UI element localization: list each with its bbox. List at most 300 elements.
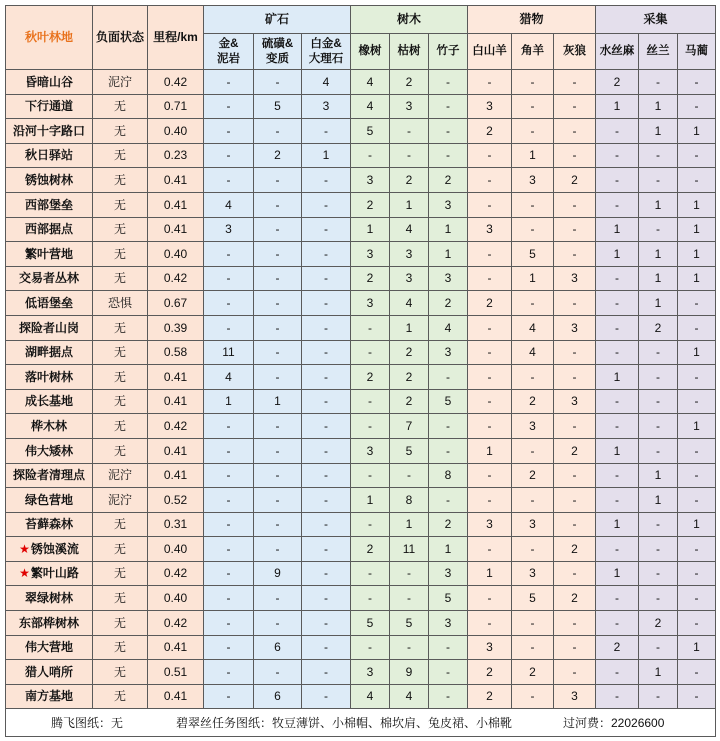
location-name: 沿河十字路口 — [12, 123, 85, 138]
prey-count-white-goat: 3 — [468, 217, 512, 242]
ore-count-gold-mudstone: - — [204, 586, 254, 611]
gather-count-water-flax: 1 — [596, 94, 639, 119]
prey-count-horned-goat: - — [512, 217, 554, 242]
table-row — [6, 119, 716, 144]
location-name: 探险者山岗 — [18, 320, 79, 335]
prey-count-gray-wolf: 3 — [554, 684, 596, 709]
prey-count-white-goat: 2 — [468, 660, 512, 685]
trees-count-dead-tree: 1 — [390, 192, 429, 217]
trees-count-bamboo: - — [429, 70, 468, 95]
gather-count-yucca: - — [639, 340, 678, 365]
gather-count-yucca: 1 — [639, 242, 678, 267]
location-cell — [6, 586, 93, 611]
location-name: 昏暗山谷 — [24, 74, 73, 89]
column-header-iris: 马蔺 — [678, 34, 716, 70]
prey-count-gray-wolf: - — [554, 635, 596, 660]
trees-count-oak: - — [351, 463, 390, 488]
column-header-horned-goat: 角羊 — [512, 34, 554, 70]
table-row — [6, 143, 716, 168]
gather-count-iris: - — [678, 537, 716, 562]
prey-count-horned-goat: 2 — [512, 389, 554, 414]
ore-count-platinum-marble: - — [302, 192, 351, 217]
trees-count-bamboo: - — [429, 438, 468, 463]
location-cell — [6, 266, 93, 291]
table-row — [6, 266, 716, 291]
header-negative-status: 负面状态 — [93, 6, 148, 70]
location-cell — [6, 242, 93, 267]
gather-count-iris: 1 — [678, 192, 716, 217]
gather-count-yucca: 1 — [639, 463, 678, 488]
negative-status: 无 — [93, 586, 148, 611]
ore-count-gold-mudstone: - — [204, 315, 254, 340]
gather-count-iris: - — [678, 70, 716, 95]
star-icon: ★ — [19, 566, 30, 581]
ore-count-sulfur-metamorphic: - — [254, 168, 302, 193]
gather-count-iris: - — [678, 389, 716, 414]
ore-count-gold-mudstone: 11 — [204, 340, 254, 365]
gather-count-yucca: - — [639, 414, 678, 439]
negative-status: 无 — [93, 684, 148, 709]
trees-count-oak: - — [351, 586, 390, 611]
gather-count-yucca: - — [639, 586, 678, 611]
table-row — [6, 438, 716, 463]
prey-count-gray-wolf: - — [554, 143, 596, 168]
prey-count-horned-goat: - — [512, 684, 554, 709]
negative-status: 无 — [93, 266, 148, 291]
prey-count-horned-goat: - — [512, 537, 554, 562]
prey-count-horned-goat: 2 — [512, 660, 554, 685]
trees-count-bamboo: 3 — [429, 561, 468, 586]
gather-count-water-flax: - — [596, 463, 639, 488]
location-cell — [6, 291, 93, 316]
distance-value: 0.31 — [148, 512, 204, 537]
gather-count-iris: 1 — [678, 217, 716, 242]
trees-count-dead-tree: 11 — [390, 537, 429, 562]
distance-value: 0.40 — [148, 119, 204, 144]
trees-count-dead-tree: 5 — [390, 611, 429, 636]
trees-count-oak: - — [351, 389, 390, 414]
prey-count-white-goat: - — [468, 586, 512, 611]
gather-count-iris: 1 — [678, 414, 716, 439]
negative-status: 无 — [93, 438, 148, 463]
prey-count-white-goat: - — [468, 315, 512, 340]
trees-count-oak: 1 — [351, 217, 390, 242]
gather-count-water-flax: - — [596, 537, 639, 562]
prey-count-horned-goat: - — [512, 635, 554, 660]
trees-count-oak: 5 — [351, 611, 390, 636]
ore-count-sulfur-metamorphic: 6 — [254, 635, 302, 660]
trees-count-dead-tree: 4 — [390, 291, 429, 316]
location-name: 湖畔据点 — [24, 345, 73, 360]
distance-value: 0.39 — [148, 315, 204, 340]
ore-count-gold-mudstone: - — [204, 291, 254, 316]
location-cell — [6, 192, 93, 217]
ore-count-sulfur-metamorphic: 5 — [254, 94, 302, 119]
column-header-gold-mudstone: 金& 泥岩 — [204, 34, 254, 70]
ore-count-sulfur-metamorphic: - — [254, 537, 302, 562]
prey-count-white-goat: - — [468, 414, 512, 439]
footer-notes — [6, 709, 715, 736]
distance-value: 0.40 — [148, 537, 204, 562]
trees-count-dead-tree: 8 — [390, 488, 429, 513]
column-header-white-goat: 白山羊 — [468, 34, 512, 70]
region-title: 秋叶林地 — [6, 6, 93, 70]
negative-status: 无 — [93, 94, 148, 119]
table-row — [6, 217, 716, 242]
table-row — [6, 70, 716, 95]
table-row — [6, 291, 716, 316]
ore-count-platinum-marble: - — [302, 684, 351, 709]
location-cell — [6, 463, 93, 488]
table-row — [6, 94, 716, 119]
prey-count-gray-wolf: - — [554, 94, 596, 119]
negative-status: 无 — [93, 537, 148, 562]
table-row — [6, 242, 716, 267]
distance-value: 0.41 — [148, 192, 204, 217]
gather-count-iris: 1 — [678, 340, 716, 365]
gather-count-iris: - — [678, 168, 716, 193]
ore-count-sulfur-metamorphic: 2 — [254, 143, 302, 168]
distance-value: 0.41 — [148, 463, 204, 488]
ore-count-platinum-marble: - — [302, 438, 351, 463]
ore-count-gold-mudstone: - — [204, 684, 254, 709]
negative-status: 恐惧 — [93, 291, 148, 316]
gather-count-iris: 1 — [678, 266, 716, 291]
gather-count-iris: - — [678, 586, 716, 611]
location-cell — [6, 365, 93, 390]
prey-count-white-goat: - — [468, 340, 512, 365]
table-row — [6, 168, 716, 193]
location-cell — [6, 389, 93, 414]
gather-count-water-flax: - — [596, 143, 639, 168]
trees-count-bamboo: 1 — [429, 537, 468, 562]
gather-count-water-flax: - — [596, 660, 639, 685]
trees-count-dead-tree: 5 — [390, 438, 429, 463]
gather-count-water-flax: - — [596, 488, 639, 513]
location-cell — [6, 143, 93, 168]
prey-count-horned-goat: - — [512, 192, 554, 217]
trees-count-bamboo: - — [429, 94, 468, 119]
trees-count-bamboo: 1 — [429, 217, 468, 242]
ore-count-sulfur-metamorphic: - — [254, 242, 302, 267]
gather-count-water-flax: 2 — [596, 635, 639, 660]
table-row — [6, 611, 716, 636]
location-name: 东部桦树林 — [18, 615, 79, 630]
location-cell — [6, 660, 93, 685]
gather-count-yucca: - — [639, 217, 678, 242]
trees-count-oak: 5 — [351, 119, 390, 144]
gather-count-water-flax: 1 — [596, 365, 639, 390]
gather-count-yucca: 1 — [639, 291, 678, 316]
trees-count-bamboo: 5 — [429, 586, 468, 611]
ore-count-sulfur-metamorphic: - — [254, 192, 302, 217]
trees-count-oak: 2 — [351, 365, 390, 390]
ore-count-platinum-marble: - — [302, 488, 351, 513]
trees-count-bamboo: - — [429, 635, 468, 660]
prey-count-horned-goat: - — [512, 438, 554, 463]
location-name: 繁叶营地 — [24, 246, 73, 261]
gather-count-yucca: - — [639, 635, 678, 660]
ore-count-platinum-marble: 3 — [302, 94, 351, 119]
ore-count-platinum-marble: - — [302, 119, 351, 144]
location-name: 锈蚀溪流 — [30, 541, 79, 556]
ore-count-gold-mudstone: - — [204, 512, 254, 537]
table-row — [6, 192, 716, 217]
negative-status: 无 — [93, 660, 148, 685]
prey-count-gray-wolf: 2 — [554, 168, 596, 193]
trees-count-dead-tree: - — [390, 119, 429, 144]
gather-count-iris: 1 — [678, 242, 716, 267]
negative-status: 无 — [93, 365, 148, 390]
distance-value: 0.42 — [148, 561, 204, 586]
location-name: 探险者清理点 — [12, 468, 85, 483]
table-row — [6, 488, 716, 513]
prey-count-gray-wolf: - — [554, 365, 596, 390]
location-name: 桦木林 — [30, 418, 67, 433]
table-row — [6, 315, 716, 340]
toll-note: 过河费：22026600 — [563, 715, 665, 730]
prey-count-gray-wolf: - — [554, 463, 596, 488]
ore-count-platinum-marble: - — [302, 561, 351, 586]
location-cell — [6, 438, 93, 463]
trees-count-oak: - — [351, 143, 390, 168]
gather-count-water-flax: 1 — [596, 242, 639, 267]
trees-count-bamboo: 8 — [429, 463, 468, 488]
prey-count-white-goat: 1 — [468, 438, 512, 463]
negative-status: 无 — [93, 635, 148, 660]
trees-count-oak: 3 — [351, 291, 390, 316]
negative-status: 无 — [93, 414, 148, 439]
ore-count-platinum-marble: - — [302, 586, 351, 611]
prey-count-gray-wolf: - — [554, 512, 596, 537]
table-row — [6, 389, 716, 414]
gather-count-yucca: - — [639, 684, 678, 709]
trees-count-oak: 3 — [351, 660, 390, 685]
distance-value: 0.41 — [148, 635, 204, 660]
prey-count-gray-wolf: - — [554, 70, 596, 95]
distance-value: 0.58 — [148, 340, 204, 365]
gather-count-water-flax: - — [596, 389, 639, 414]
gather-count-water-flax: - — [596, 414, 639, 439]
prey-count-gray-wolf: 2 — [554, 537, 596, 562]
ore-count-sulfur-metamorphic: 1 — [254, 389, 302, 414]
prey-count-horned-goat: - — [512, 488, 554, 513]
trees-count-dead-tree: 3 — [390, 266, 429, 291]
ore-count-sulfur-metamorphic: - — [254, 586, 302, 611]
gather-count-iris: - — [678, 684, 716, 709]
location-cell — [6, 488, 93, 513]
table-row — [6, 684, 716, 709]
trees-count-bamboo: - — [429, 684, 468, 709]
trees-count-bamboo: 3 — [429, 611, 468, 636]
prey-count-white-goat: 3 — [468, 94, 512, 119]
ore-count-gold-mudstone: 4 — [204, 365, 254, 390]
prey-count-horned-goat: 1 — [512, 143, 554, 168]
ore-count-platinum-marble: - — [302, 242, 351, 267]
distance-value: 0.67 — [148, 291, 204, 316]
ore-count-gold-mudstone: - — [204, 168, 254, 193]
ore-count-gold-mudstone: - — [204, 143, 254, 168]
ore-count-platinum-marble: - — [302, 389, 351, 414]
trees-count-oak: - — [351, 315, 390, 340]
prey-count-horned-goat: - — [512, 611, 554, 636]
gather-count-water-flax: - — [596, 119, 639, 144]
trees-count-bamboo: 5 — [429, 389, 468, 414]
trees-count-dead-tree: 3 — [390, 94, 429, 119]
trees-count-bamboo: 2 — [429, 168, 468, 193]
gather-count-yucca: - — [639, 168, 678, 193]
distance-value: 0.41 — [148, 365, 204, 390]
trees-count-dead-tree: 2 — [390, 70, 429, 95]
footer-cell — [6, 709, 716, 737]
table-row — [6, 365, 716, 390]
group-header-gather: 采集 — [596, 6, 716, 34]
location-cell — [6, 635, 93, 660]
trees-count-oak: 2 — [351, 266, 390, 291]
gather-count-yucca: - — [639, 389, 678, 414]
negative-status: 无 — [93, 561, 148, 586]
prey-count-horned-goat: 3 — [512, 414, 554, 439]
trees-count-dead-tree: 2 — [390, 389, 429, 414]
prey-count-white-goat: - — [468, 242, 512, 267]
distance-value: 0.42 — [148, 414, 204, 439]
trees-count-oak: 3 — [351, 168, 390, 193]
prey-count-white-goat: - — [468, 611, 512, 636]
distance-value: 0.42 — [148, 611, 204, 636]
trees-count-dead-tree: 2 — [390, 365, 429, 390]
location-name: 锈蚀树林 — [24, 172, 73, 187]
trees-count-dead-tree: 3 — [390, 242, 429, 267]
prey-count-horned-goat: 3 — [512, 168, 554, 193]
location-name: 交易者丛林 — [18, 271, 79, 286]
table-row — [6, 561, 716, 586]
table-row — [6, 635, 716, 660]
prey-count-white-goat: 1 — [468, 561, 512, 586]
ore-count-sulfur-metamorphic: - — [254, 611, 302, 636]
location-name: 低语堡垒 — [24, 295, 73, 310]
trees-count-oak: 4 — [351, 70, 390, 95]
ore-count-platinum-marble: - — [302, 315, 351, 340]
ore-count-gold-mudstone: - — [204, 438, 254, 463]
table-row — [6, 660, 716, 685]
distance-value: 0.42 — [148, 266, 204, 291]
gather-count-yucca: 2 — [639, 611, 678, 636]
prey-count-gray-wolf: - — [554, 561, 596, 586]
gather-count-yucca: - — [639, 512, 678, 537]
prey-count-white-goat: - — [468, 488, 512, 513]
prey-count-horned-goat: - — [512, 291, 554, 316]
distance-value: 0.41 — [148, 389, 204, 414]
gather-count-iris: - — [678, 365, 716, 390]
prey-count-gray-wolf: - — [554, 242, 596, 267]
prey-count-gray-wolf: 3 — [554, 389, 596, 414]
table-row — [6, 537, 716, 562]
trees-count-oak: 1 — [351, 488, 390, 513]
ore-count-gold-mudstone: - — [204, 561, 254, 586]
column-header-bamboo: 竹子 — [429, 34, 468, 70]
prey-count-white-goat: - — [468, 266, 512, 291]
gather-count-water-flax: - — [596, 684, 639, 709]
negative-status: 无 — [93, 611, 148, 636]
negative-status: 无 — [93, 389, 148, 414]
trees-count-bamboo: 3 — [429, 340, 468, 365]
negative-status: 无 — [93, 242, 148, 267]
gather-count-yucca: 1 — [639, 119, 678, 144]
trees-count-dead-tree: - — [390, 463, 429, 488]
negative-status: 泥泞 — [93, 488, 148, 513]
column-header-platinum-marble: 白金& 大理石 — [302, 34, 351, 70]
prey-count-horned-goat: - — [512, 94, 554, 119]
prey-count-gray-wolf: 3 — [554, 315, 596, 340]
location-cell — [6, 340, 93, 365]
trees-count-dead-tree: 4 — [390, 684, 429, 709]
distance-value: 0.40 — [148, 586, 204, 611]
ore-count-gold-mudstone: 3 — [204, 217, 254, 242]
prey-count-horned-goat: 1 — [512, 266, 554, 291]
ore-count-sulfur-metamorphic: - — [254, 217, 302, 242]
ore-count-gold-mudstone: - — [204, 94, 254, 119]
location-name: 伟大矮林 — [24, 443, 73, 458]
trees-count-bamboo: - — [429, 365, 468, 390]
trees-count-oak: - — [351, 635, 390, 660]
location-cell — [6, 611, 93, 636]
ore-count-platinum-marble: - — [302, 660, 351, 685]
location-cell — [6, 119, 93, 144]
ore-count-sulfur-metamorphic: - — [254, 119, 302, 144]
trees-count-oak: 2 — [351, 192, 390, 217]
gather-count-yucca: - — [639, 70, 678, 95]
star-icon: ★ — [19, 541, 30, 556]
ore-count-platinum-marble: - — [302, 217, 351, 242]
prey-count-gray-wolf: 3 — [554, 266, 596, 291]
blueprint-note: 腾飞图纸：无 — [51, 715, 124, 730]
location-cell — [6, 315, 93, 340]
ore-count-gold-mudstone: - — [204, 488, 254, 513]
gather-count-yucca: - — [639, 438, 678, 463]
distance-value: 0.71 — [148, 94, 204, 119]
ore-count-gold-mudstone: 1 — [204, 389, 254, 414]
trees-count-oak: - — [351, 340, 390, 365]
trees-count-bamboo: - — [429, 119, 468, 144]
ore-count-sulfur-metamorphic: - — [254, 488, 302, 513]
ore-count-gold-mudstone: - — [204, 70, 254, 95]
trees-count-bamboo: - — [429, 143, 468, 168]
prey-count-white-goat: 2 — [468, 684, 512, 709]
location-cell — [6, 168, 93, 193]
gather-count-iris: - — [678, 94, 716, 119]
group-header-prey: 猎物 — [468, 6, 596, 34]
distance-value: 0.51 — [148, 660, 204, 685]
location-name: 伟大营地 — [24, 640, 73, 655]
table-footer — [6, 709, 716, 737]
column-header-sulfur-metamorphic: 硫磺& 变质 — [254, 34, 302, 70]
column-header-gray-wolf: 灰狼 — [554, 34, 596, 70]
ore-count-platinum-marble: - — [302, 512, 351, 537]
trees-count-dead-tree: - — [390, 586, 429, 611]
gather-count-yucca: - — [639, 365, 678, 390]
location-cell — [6, 70, 93, 95]
distance-value: 0.40 — [148, 242, 204, 267]
gather-count-iris: 1 — [678, 119, 716, 144]
trees-count-oak: - — [351, 414, 390, 439]
location-name: 成长基地 — [24, 394, 73, 409]
gather-count-yucca: 1 — [639, 660, 678, 685]
ore-count-sulfur-metamorphic: - — [254, 70, 302, 95]
trees-count-dead-tree: 2 — [390, 340, 429, 365]
gather-count-yucca: 1 — [639, 192, 678, 217]
table-row — [6, 512, 716, 537]
gather-count-water-flax: - — [596, 266, 639, 291]
